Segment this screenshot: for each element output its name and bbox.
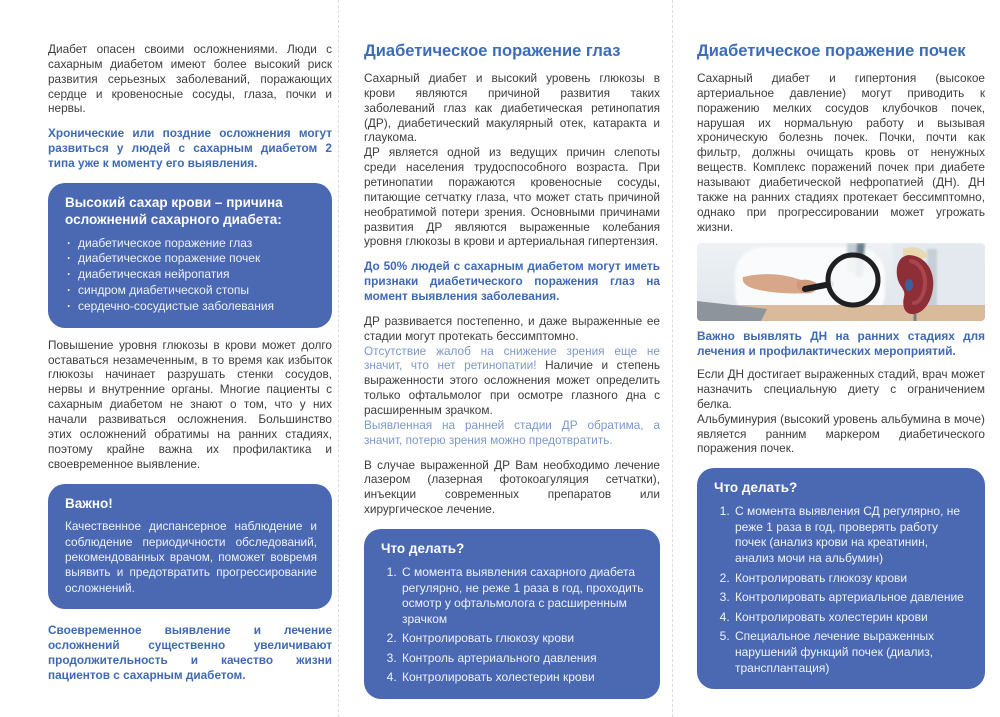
eyes-paragraph-4 [364,344,660,418]
list-item: 2. Контролировать глюкозу крови [733,571,970,587]
list-item: 4. Контролировать холестерин крови [733,610,970,626]
what-to-do-list-eyes [381,565,645,686]
panel-overview [48,42,332,699]
callout-chronic-complications: Хронические или поздние осложнения могут развиться у людей с сахарным диабетом 2 типа уже к моменту его выявления. [48,126,332,171]
causes-box [48,183,332,328]
panel-kidneys [697,42,985,699]
list-item: 1. С момента выявления сахарного диабета регулярно, не реже 1 раза в год, проходить осмотр у офтальмолога с расширенным зрачком [400,565,645,627]
what-to-do-box-eyes [364,529,660,699]
important-box-text: Качественное диспансерное наблюдение и соблюдение периодичности обследований, рекомендованных врачом, поможет вовремя выявить и предотвратить прогрессирование осложнений. [65,519,317,595]
kidneys-paragraph-2: Если ДН достигает выраженных стадий, врач может назначить специальную диету с ограничением белка. [697,367,985,411]
eyes-paragraph-2: ДР является одной из ведущих причин слепоты среди населения трудоспособного возраста. При ретинопатии поражаются кровеносные сосуды, питающие сетчатку глаза, что может стать причиной необратимой потери зрения. Основными причинами развития ДР являются выраженные колебания уровня глюкозы в крови и артериальная гипертензия. [364,145,660,249]
list-item: · диабетическое поражение глаз [65,236,317,252]
important-box-title: Важно! [65,495,113,511]
early-stage-reversible-text: Выявленная на ранней стадии ДР обратима, а значит, потерю зрения можно предотвратить. [364,417,660,447]
list-item: 1. С момента выявления СД регулярно, не реже 1 раза в год, проверять работу почек (анализ крови на креатинин, анализ мочи на альбумин) [733,504,970,566]
list-item: 4. Контролировать холестерин крови [400,670,645,686]
list-item: · сердечно-сосудистые заболевания [65,299,317,315]
kidneys-paragraph-1: Сахарный диабет и гипертония (высокое артериальное давление) могут приводить к поражению мелких сосудов клубочков почек, нарушая их нормальную работу и вызывая хроническую болезнь почек. Почки, почти как фильтр, должны очищать кровь от ненужных веществ. Комплекс поражений почек при диабете называют диабетической нефропатией (ДН). ДН также на ранних стадиях протекает бессимптомно, однако при прогрессировании может угрожать жизни. [697,70,985,234]
intro-paragraph: Диабет опасен своими осложнениями. Люди с сахарным диабетом имеют более высокий риск развития серьезных заболеваний, поражающих сердце и кровеносные сосуды, глаза, почки и нервы. [48,42,332,116]
list-item: · синдром диабетической стопы [65,283,317,299]
caption-detect-dn-early: Важно выявлять ДН на ранних стадиях для лечения и профилактических мероприятий. [697,329,985,359]
important-box [48,484,332,610]
fold-line-left [338,0,339,717]
callout-50-percent: До 50% людей с сахарным диабетом могут иметь признаки диабетического поражения глаз на момент выявления заболевания. [364,259,660,303]
list-item: 3. Контролировать артериальное давление [733,590,970,606]
renal-vessel [905,279,913,291]
eyes-paragraph-5: В случае выраженной ДР Вам необходимо лечение лазером (лазерная фотокоагуляция сетчатки), инъекции современных препаратов или хирургическое лечение. [364,457,660,517]
what-to-do-title: Что делать? [714,480,798,496]
magnifier-glass-icon [828,255,878,305]
causes-bullet-list [65,236,317,315]
list-item: · диабетическое поражение почек [65,251,317,267]
no-complaints-highlight: Отсутствие жалоб на снижение зрения еще не значит, что нет ретинопатии! [364,343,660,373]
causes-box-title: Высокий сахар крови – причина осложнений сахарного диабета: [65,194,283,227]
list-item: · диабетическая нейропатия [65,267,317,283]
eyes-paragraph-3: ДР развивается постепенно, и даже выраженные ее стадии могут протекать бессимптомно. [364,313,660,343]
what-to-do-title: Что делать? [381,541,465,557]
ophthalmologist-text: Наличие и степень выраженности этого осложнения может определить только офтальмолог при осмотре глазного дна с расширенным зрачком. [364,358,660,418]
what-to-do-box-kidneys [697,468,985,689]
eyes-section-title: Диабетическое поражение глаз [364,42,621,60]
list-item: 5. Специальное лечение выраженных нарушений функций почек (диализ, трансплантация) [733,629,970,676]
kidney-photo [697,243,985,321]
glucose-damage-paragraph: Повышение уровня глюкозы в крови может долго оставаться незамеченным, в то время как избыток глюкозы начинает разрушать стенки сосудов, нервы и внутренние органы. Многие пациенты с сахарным диабетом не знают о том, что у них начали развиваться осложнения. Большинство этих осложнений обратимы на ранних стадиях, поэтому крайне важна их профилактика и своевременное выявление. [48,337,332,471]
eyes-paragraph-1: Сахарный диабет и высокий уровень глюкозы в крови являются причиной развития таких заболеваний глаз как диабетическая ретинопатия (ДР), диабетический макулярный отек, катаракта и глаукома. [364,70,660,145]
kidney-photo-graphic [697,243,985,321]
callout-timely-detection: Своевременное выявление и лечение осложнений существенно увеличивают продолжительность и качество жизни пациентов с сахарным диабетом. [48,623,332,682]
list-item: 2. Контролировать глюкозу крови [400,631,645,647]
kidneys-paragraph-3: Альбуминурия (высокий уровень альбумина в моче) является ранним маркером диабетического поражения почек. [697,411,985,456]
kidneys-section-title: Диабетическое поражение почек [697,42,966,60]
what-to-do-list-kidneys [714,504,970,676]
panel-eyes [364,42,660,699]
fold-line-right [672,0,673,717]
list-item: 3. Контроль артериального давления [400,651,645,667]
